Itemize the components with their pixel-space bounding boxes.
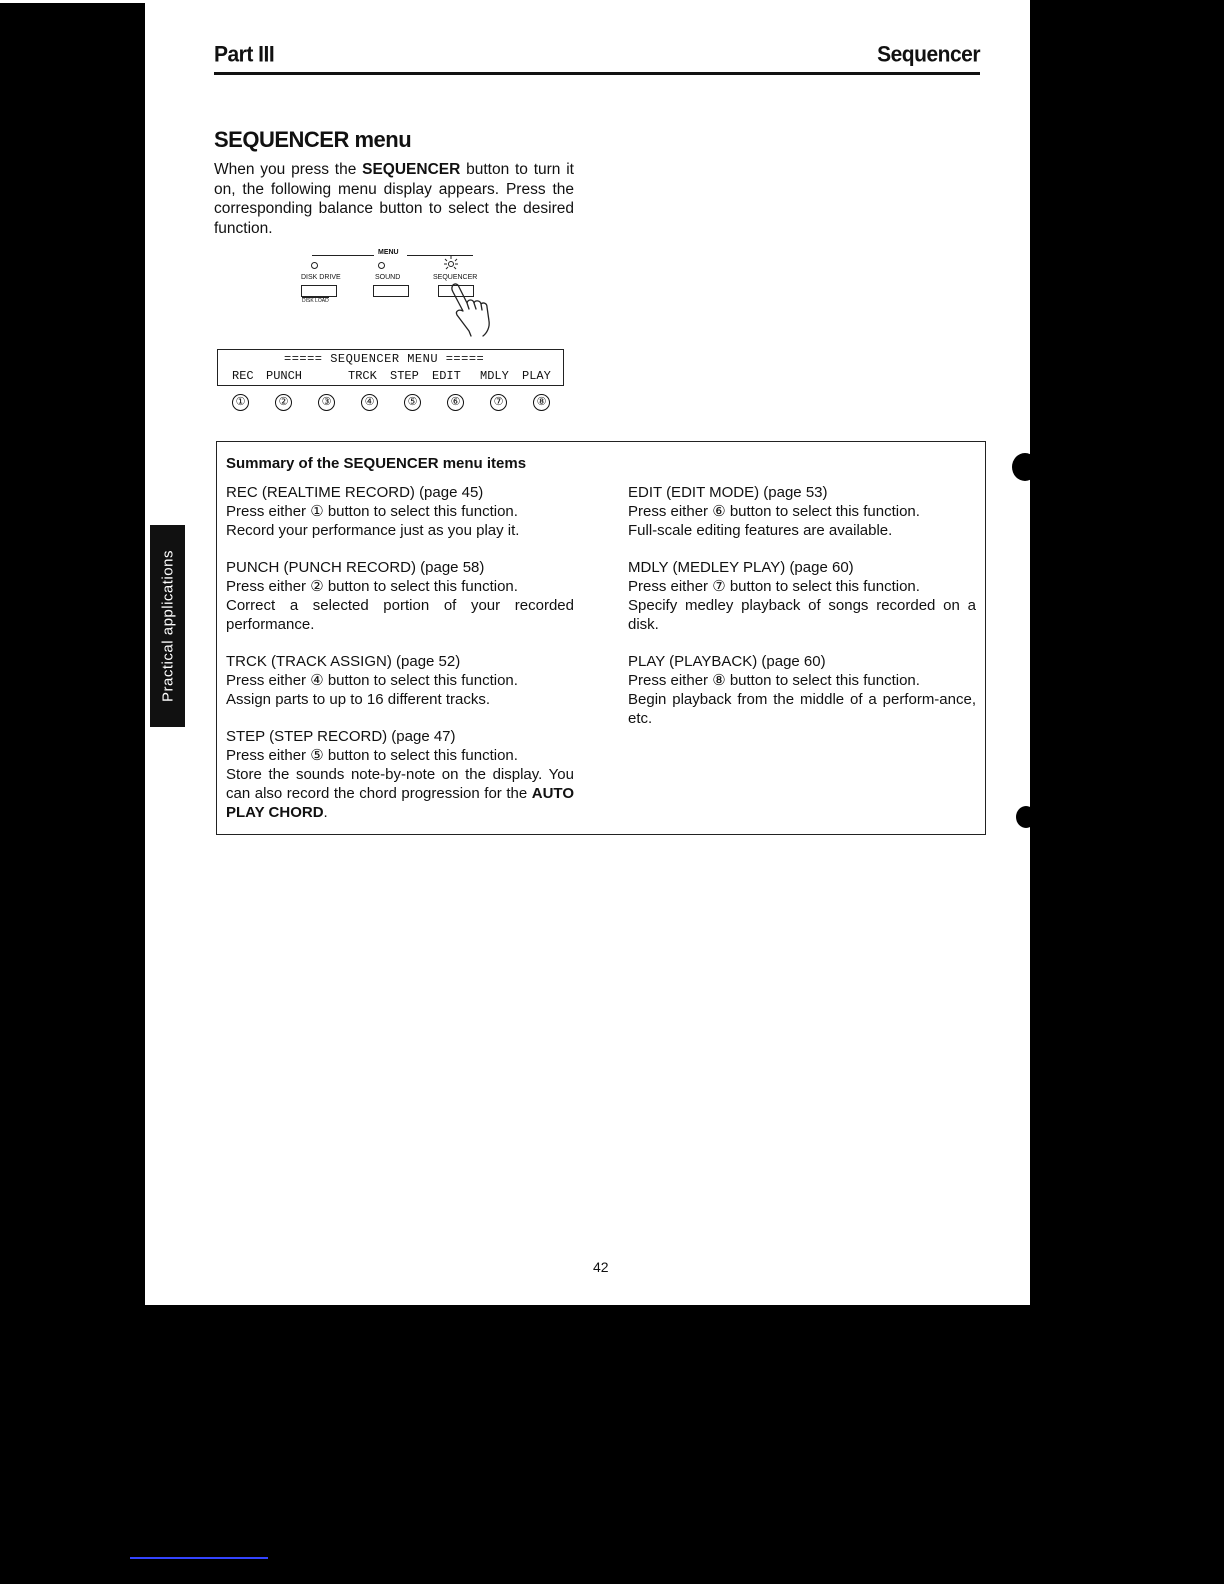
entry-description: Full-scale editing features are available. xyxy=(628,521,893,539)
entry-description: Record your performance just as you play it. xyxy=(226,521,520,539)
entry-description: Assign parts to up to 16 different tracks. xyxy=(226,690,491,708)
sequencer-label: SEQUENCER xyxy=(433,274,478,281)
sound-label: SOUND xyxy=(375,274,401,281)
entry-line: Press either ⑥ button to select this function. xyxy=(628,502,920,520)
summary-entry-play xyxy=(628,653,976,728)
menu-label: MENU xyxy=(378,249,399,256)
binding-hole-mark xyxy=(1016,806,1036,828)
bottom-edge-line xyxy=(130,1557,268,1559)
header-rule xyxy=(214,72,980,75)
entry-description-text: Store the sounds note-by-note on the display. You can also record the chord progression for the xyxy=(226,765,574,802)
button-number-6: ⑥ xyxy=(447,394,464,411)
button-number-8: ⑧ xyxy=(533,394,550,411)
pressing-hand-icon xyxy=(447,281,493,337)
button-number-3: ③ xyxy=(318,394,335,411)
sequencer-led-lit-icon xyxy=(443,255,459,271)
lcd-item-punch: PUNCH xyxy=(266,369,303,383)
lcd-display xyxy=(217,349,564,386)
lcd-item-edit: EDIT xyxy=(432,369,461,383)
sound-button xyxy=(373,285,409,297)
disk-drive-led-icon xyxy=(311,262,318,269)
lcd-item-mdly: MDLY xyxy=(480,369,509,383)
lcd-item-trck: TRCK xyxy=(348,369,377,383)
summary-entry-edit xyxy=(628,484,976,540)
button-number-5: ⑤ xyxy=(404,394,421,411)
summary-entry-punch xyxy=(226,559,574,634)
menu-line-right xyxy=(407,255,473,256)
entry-description-end: . xyxy=(323,803,328,821)
summary-entry-step xyxy=(226,728,574,822)
entry-description: Correct a selected portion of your recorded performance. xyxy=(226,596,574,633)
intro-paragraph xyxy=(214,160,574,238)
page-number: 42 xyxy=(593,1259,609,1275)
section-header: Sequencer xyxy=(877,42,980,67)
entry-line: Press either ④ button to select this function. xyxy=(226,671,518,689)
intro-text-end: button to turn it on, the following menu display appears. Press the corresponding balance button to select the desired function. xyxy=(214,161,574,237)
summary-title: Summary of the SEQUENCER menu items xyxy=(226,455,527,472)
binding-hole-mark xyxy=(1012,453,1038,481)
disk-load-label: DISK LOAD xyxy=(302,298,329,304)
disk-drive-label: DISK DRIVE xyxy=(301,274,341,281)
disk-drive-button xyxy=(301,285,337,297)
entry-line: Press either ⑦ button to select this function. xyxy=(628,577,920,595)
intro-bold-word: SEQUENCER xyxy=(362,161,461,178)
summary-entry-mdly xyxy=(628,559,976,634)
entry-heading: REC (REALTIME RECORD) (page 45) xyxy=(226,484,484,501)
entry-heading: PUNCH (PUNCH RECORD) (page 58) xyxy=(226,559,485,577)
lcd-item-play: PLAY xyxy=(522,369,551,383)
side-tab xyxy=(150,525,185,727)
menu-panel-illustration xyxy=(295,245,478,335)
entry-heading: STEP (STEP RECORD) (page 47) xyxy=(226,728,456,746)
entry-description xyxy=(226,766,574,822)
button-number-2: ② xyxy=(275,394,292,411)
entry-description: Specify medley playback of songs recorded on a disk. xyxy=(628,596,976,633)
entry-line: Press either ⑧ button to select this function. xyxy=(628,671,920,689)
entry-line: Press either ② button to select this function. xyxy=(226,577,518,595)
entry-description: Begin playback from the middle of a perform-ance, etc. xyxy=(628,690,976,727)
sound-led-icon xyxy=(378,262,385,269)
entry-description-bold: AUTO PLAY CHORD xyxy=(226,784,574,821)
summary-right-column xyxy=(628,484,976,747)
manual-page xyxy=(145,0,1030,1305)
summary-left-column xyxy=(226,484,574,841)
lcd-item-rec: REC xyxy=(232,369,254,383)
entry-heading: PLAY (PLAYBACK) (page 60) xyxy=(628,653,826,671)
menu-line-left xyxy=(312,255,374,256)
part-header: Part III xyxy=(214,42,275,67)
button-number-1: ① xyxy=(232,394,249,411)
summary-entry-rec xyxy=(226,484,574,540)
summary-entry-trck xyxy=(226,653,574,709)
lcd-item-step: STEP xyxy=(390,369,419,383)
entry-heading: TRCK (TRACK ASSIGN) (page 52) xyxy=(226,653,461,671)
entry-heading: EDIT (EDIT MODE) (page 53) xyxy=(628,484,828,501)
button-number-7: ⑦ xyxy=(490,394,507,411)
page-title: SEQUENCER menu xyxy=(214,127,412,152)
lcd-title: ===== SEQUENCER MENU ===== xyxy=(284,352,485,366)
summary-box xyxy=(216,441,986,835)
button-number-4: ④ xyxy=(361,394,378,411)
entry-heading: MDLY (MEDLEY PLAY) (page 60) xyxy=(628,559,854,577)
side-tab-label: Practical applications xyxy=(159,550,176,702)
entry-line: Press either ① button to select this function. xyxy=(226,502,518,520)
entry-line: Press either ⑤ button to select this function. xyxy=(226,747,518,765)
intro-text-start: When you press the xyxy=(214,161,363,178)
